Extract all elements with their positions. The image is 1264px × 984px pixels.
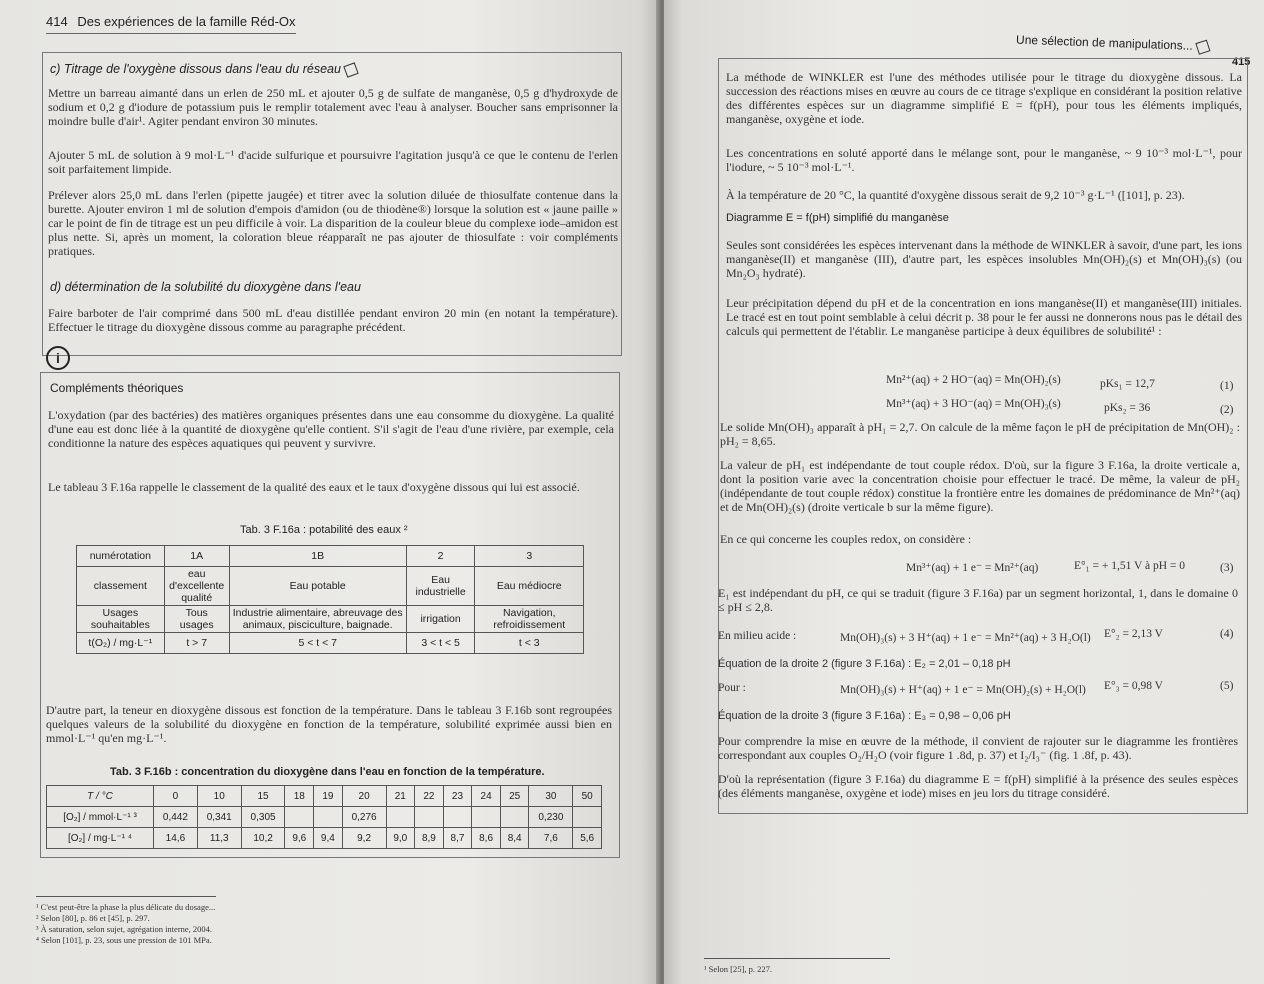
table-cell: 8,4: [500, 828, 529, 849]
section-d-paragraph: Faire barboter de l'air comprimé dans 500 mL d'eau distillée pendant environ 20 min (en notant la température). Effectuer le titrage du dioxygène dissous comme au paragraphe précédent.: [48, 306, 618, 334]
complements-paragraph-3: D'autre part, la teneur en dioxygène dissous est fonction de la température. Dans le tableau 3 F.16b sont regroupées quelques valeurs de la solubilité du dioxygène en fonction de la température, solubilité exprimée aussi bien en mmol·L⁻¹ qu'en mg·L⁻¹.: [46, 703, 612, 745]
table-cell: [415, 807, 444, 828]
complements-paragraph-1: L'oxydation (par des bactéries) des matières organiques présentes dans une eau consomme du dioxygène. La qualité d'une eau est donc liée à la quantité de dioxygène qu'elle contient. S'il s'agit de l'eau d'une rivière, par exemple, cela conditionne la nature des espèces aquatiques qui peuvent y survivre.: [48, 408, 614, 450]
equation-5-potential: E°₃ = 0,98 V: [1104, 680, 1163, 692]
table-cell: 9,4: [314, 828, 343, 849]
line-3-equation: Équation de la droite 3 (figure 3 F.16a) : E₃ = 0,98 – 0,06 pH: [718, 710, 1011, 722]
table-b-caption: Tab. 3 F.16b : concentration du dioxygène dans l'eau en fonction de la température.: [110, 766, 545, 778]
method-paragraph: Pour comprendre la mise en œuvre de la méthode, il convient de rajouter sur le diagramme les frontières correspondant aux couples O₂/H₂O (voir figure 1 .8d, p. 37) et I₂/I₃⁻ (fig. 1 .8f, p. 43).: [718, 734, 1238, 762]
footnote: ⁴ Selon [101], p. 23, sous une pression de 101 MPa.: [36, 935, 212, 945]
right-footnote: ¹ Selon [25], p. 227.: [704, 964, 772, 974]
table-cell: [573, 807, 602, 828]
equation-3-potential: E°₁ = + 1,51 V à pH = 0: [1074, 560, 1186, 572]
table-cell: 21: [386, 786, 415, 807]
table-row: [77, 546, 584, 567]
table-cell: 0,230: [529, 807, 573, 828]
winkler-paragraph: La méthode de WINKLER est l'une des méthodes utilisée pour le titrage du dioxygène dissous. La succession des réactions mises en œuvre au cours de ce titrage s'explique en considérant la position relative des différentes espèces sur un diagramme simplifié E = f(pH), pour tous les éléments impliqués, manganèse, oxygène et iode.: [726, 70, 1242, 126]
table-row: [77, 606, 584, 633]
table-cell: numérotation: [77, 546, 165, 567]
table-cell: Tous usages: [164, 606, 229, 633]
table-cell: 50: [573, 786, 602, 807]
table-cell: 9,0: [386, 828, 415, 849]
equation-4: Mn(OH)₃(s) + 3 H⁺(aq) + 1 e⁻ = Mn²⁺(aq) + 3 H₂O(l): [840, 632, 1091, 644]
right-running-title: Une sélection de manipulations...: [1016, 33, 1209, 54]
table-row: [47, 807, 602, 828]
table-cell: [314, 807, 343, 828]
equation-1-constant: pKs₁ = 12,7: [1100, 378, 1155, 390]
table-cell: [472, 807, 501, 828]
e1-paragraph: E₁ est indépendant du pH, ce qui se traduit (figure 3 F.16a) par un segment horizontal, 1, dans le domaine 0 ≤ pH ≤ 2,8.: [718, 586, 1238, 614]
left-footnotes: [36, 902, 456, 946]
complements-title: Compléments théoriques: [50, 381, 184, 395]
table-cell: 11,3: [197, 828, 241, 849]
table-cell: Usages souhaitables: [77, 606, 165, 633]
table-cell: 25: [500, 786, 529, 807]
diagram-heading: Diagramme E = f(pH) simplifié du manganèse: [726, 212, 949, 224]
footnote: ¹ C'est peut-être la phase la plus délicate du dosage...: [36, 902, 216, 912]
complements-paragraph-2: Le tableau 3 F.16a rappelle le classement de la qualité des eaux et le taux d'oxygène dissous qui lui est associé.: [48, 480, 580, 494]
table-cell: t > 7: [164, 633, 229, 654]
table-cell: [386, 807, 415, 828]
left-header: [46, 14, 296, 29]
table-cell: 24: [472, 786, 501, 807]
table-cell: [O₂] / mg·L⁻¹ ⁴: [47, 828, 154, 849]
table-cell: 8,9: [415, 828, 444, 849]
table-cell: 18: [285, 786, 314, 807]
equation-5-label: Pour :: [718, 682, 746, 694]
table-cell: 15: [241, 786, 285, 807]
table-cell: Eau médiocre: [475, 567, 584, 606]
temperature-paragraph: À la température de 20 °C, la quantité d'oxygène dissous serait de 9,2 10⁻³ g·L⁻¹ ([101], p. 23).: [726, 188, 1185, 202]
table-cell: 23: [443, 786, 472, 807]
table-cell: Industrie alimentaire, abreuvage des animaux, pisciculture, baignade.: [229, 606, 406, 633]
table-cell: 19: [314, 786, 343, 807]
table-cell: [285, 807, 314, 828]
table-cell: 1A: [164, 546, 229, 567]
table-cell: eau d'excellente qualité: [164, 567, 229, 606]
table-cell: irrigation: [406, 606, 475, 633]
line-2-equation: Équation de la droite 2 (figure 3 F.16a) : E₂ = 2,01 – 0,18 pH: [718, 658, 1011, 670]
header-rule: [46, 33, 296, 34]
table-cell: 10: [197, 786, 241, 807]
table-cell: Eau potable: [229, 567, 406, 606]
section-c-paragraph-2: Ajouter 5 mL de solution à 9 mol·L⁻¹ d'acide sulfurique et poursuivre l'agitation jusqu'à ce que le contenu de l'erlen soit parfaitement limpide.: [48, 148, 618, 176]
equation-2: Mn³⁺(aq) + 3 HO⁻(aq) = Mn(OH)₃(s): [886, 398, 1061, 410]
species-paragraph: Seules sont considérées les espèces intervenant dans la méthode de WINKLER à savoir, d'une part, les ions manganèse(II) et manganèse (III), d'autre part, les espèces insolubles Mn(OH)₂(s) et Mn(OH)₃(s) (ou Mn₂O₃ hydraté).: [726, 238, 1242, 280]
table-cell: 22: [415, 786, 444, 807]
table-cell: 0: [154, 786, 198, 807]
table-cell: 0,276: [342, 807, 386, 828]
footnote: ² Selon [80], p. 86 et [45], p. 297.: [36, 913, 150, 923]
table-row: [47, 828, 602, 849]
table-cell: 7,6: [529, 828, 573, 849]
concentration-paragraph: Les concentrations en soluté apporté dans le mélange sont, pour le manganèse, ~ 9 10⁻³ mol·L⁻¹, pour l'iodure, ~ 5 10⁻³ mol·L⁻¹.: [726, 146, 1242, 174]
pencil-icon: [1195, 39, 1210, 54]
table-cell: 2: [406, 546, 475, 567]
equation-1: Mn²⁺(aq) + 2 HO⁻(aq) = Mn(OH)₂(s): [886, 374, 1061, 386]
table-cell: 5 < t < 7: [229, 633, 406, 654]
vertical-lines-paragraph: La valeur de pH₁ est indépendante de tout couple rédox. D'où, sur la figure 3 F.16a, la droite verticale a, dont la position varie avec la concentration choisie pour effectuer le tracé. De même, la valeur de pH₂ (indépendante de tout couple rédox) constitue la frontière entre les domaines de prédominance de Mn²⁺(aq) et de Mn(OH)₂(s) (droite verticale b sur la même figure).: [720, 458, 1240, 514]
equation-4-number: (4): [1220, 628, 1234, 640]
table-cell: 3 < t < 5: [406, 633, 475, 654]
right-page: [664, 0, 1264, 984]
table-cell: T / °C: [47, 786, 154, 807]
equation-4-potential: E°₂ = 2,13 V: [1104, 628, 1163, 640]
pencil-icon: [343, 62, 358, 77]
ph-paragraph: Le solide Mn(OH)₃ apparaît à pH₁ = 2,7. On calcule de la même façon le pH de précipitation de Mn(OH)₂ : pH₂ = 8,65.: [720, 420, 1240, 448]
left-page-number: 414: [46, 14, 68, 29]
representation-paragraph: D'où la représentation (figure 3 F.16a) du diagramme E = f(pH) simplifié à la présence des seules espèces (des éléments manganèse, oxygène et iode) mises en jeu lors du titrage considéré.: [718, 772, 1238, 800]
section-c-title: c) Titrage de l'oxygène dissous dans l'eau du réseau: [50, 62, 357, 76]
table-cell: 14,6: [154, 828, 198, 849]
table-potability: [76, 545, 584, 654]
table-cell: Navigation, refroidissement: [475, 606, 584, 633]
table-cell: 20: [342, 786, 386, 807]
table-cell: 8,7: [443, 828, 472, 849]
table-cell: 8,6: [472, 828, 501, 849]
table-row: [47, 786, 602, 807]
section-d-title: d) détermination de la solubilité du dioxygène dans l'eau: [50, 280, 361, 294]
equation-1-number: (1): [1220, 380, 1234, 392]
table-a-caption: Tab. 3 F.16a : potabilité des eaux ²: [240, 524, 408, 536]
table-cell: 9,6: [285, 828, 314, 849]
table-cell: t(O₂) / mg·L⁻¹: [77, 633, 165, 654]
footnote-rule: [704, 958, 890, 959]
table-cell: 5,6: [573, 828, 602, 849]
table-cell: 9,2: [342, 828, 386, 849]
equation-2-number: (2): [1220, 404, 1234, 416]
table-row: [77, 567, 584, 606]
right-page-number: 415: [1232, 56, 1251, 68]
section-c-paragraph-3: Prélever alors 25,0 mL dans l'erlen (pipette jaugée) et titrer avec la solution diluée de thiosulfate contenue dans la burette. Ajouter environ 1 ml de solution d'empois d'amidon (ou de thiodène®) lorsque la solution est « jaune paille » car le point de fin de titrage est un peu difficile à voir. La disparition de la couleur bleue du complexe iode–amidon est plus nette. Si, après un moment, la coloration bleue réapparaît ne pas ajouter de thiosulfate : voir compléments pratiques.: [48, 188, 618, 258]
precipitation-paragraph: Leur précipitation dépend du pH et de la concentration en ions manganèse(II) et manganèse(III) initiales. Le tracé est en tout point semblable à celui décrit p. 38 pour le fer aussi ne donnerons nous pas le détail des calculs qui permettent de l'établir. Le manganèse participe à deux équilibres de solubilité¹ :: [726, 296, 1242, 338]
table-cell: classement: [77, 567, 165, 606]
equation-3: Mn³⁺(aq) + 1 e⁻ = Mn²⁺(aq): [906, 562, 1039, 574]
table-cell: 3: [475, 546, 584, 567]
table-cell: 0,305: [241, 807, 285, 828]
table-cell: [443, 807, 472, 828]
table-cell: 0,442: [154, 807, 198, 828]
table-cell: [O₂] / mmol·L⁻¹ ³: [47, 807, 154, 828]
redox-intro: En ce qui concerne les couples redox, on considère :: [720, 532, 972, 546]
table-cell: t < 3: [475, 633, 584, 654]
equation-5: Mn(OH)₃(s) + H⁺(aq) + 1 e⁻ = Mn(OH)₂(s) + H₂O(l): [840, 684, 1086, 696]
info-icon: i: [46, 346, 70, 370]
table-cell: 10,2: [241, 828, 285, 849]
table-cell: 1B: [229, 546, 406, 567]
equation-4-label: En milieu acide :: [718, 630, 797, 642]
table-cell: [500, 807, 529, 828]
table-cell: 0,341: [197, 807, 241, 828]
table-row: [77, 633, 584, 654]
table-cell: Eau industrielle: [406, 567, 475, 606]
footnote: ³ À saturation, selon sujet, agrégation interne, 2004.: [36, 924, 213, 934]
footnote-rule: [36, 896, 216, 897]
section-c-paragraph-1: Mettre un barreau aimanté dans un erlen de 250 mL et ajouter 0,5 g de sulfate de manganèse, 0,5 g d'hydroxyde de sodium et 0,2 g d'iodure de potassium puis le remplir totalement avec l'eau à analyser. Boucher sans emprisonner la moindre bulle d'air¹. Agiter pendant environ 30 minutes.: [48, 86, 618, 128]
table-cell: 30: [529, 786, 573, 807]
equation-3-number: (3): [1220, 562, 1234, 574]
left-running-title: Des expériences de la famille Réd-Ox: [77, 14, 296, 29]
equation-5-number: (5): [1220, 680, 1234, 692]
equation-2-constant: pKs₂ = 36: [1104, 402, 1151, 414]
table-oxygen-solubility: [46, 785, 602, 849]
